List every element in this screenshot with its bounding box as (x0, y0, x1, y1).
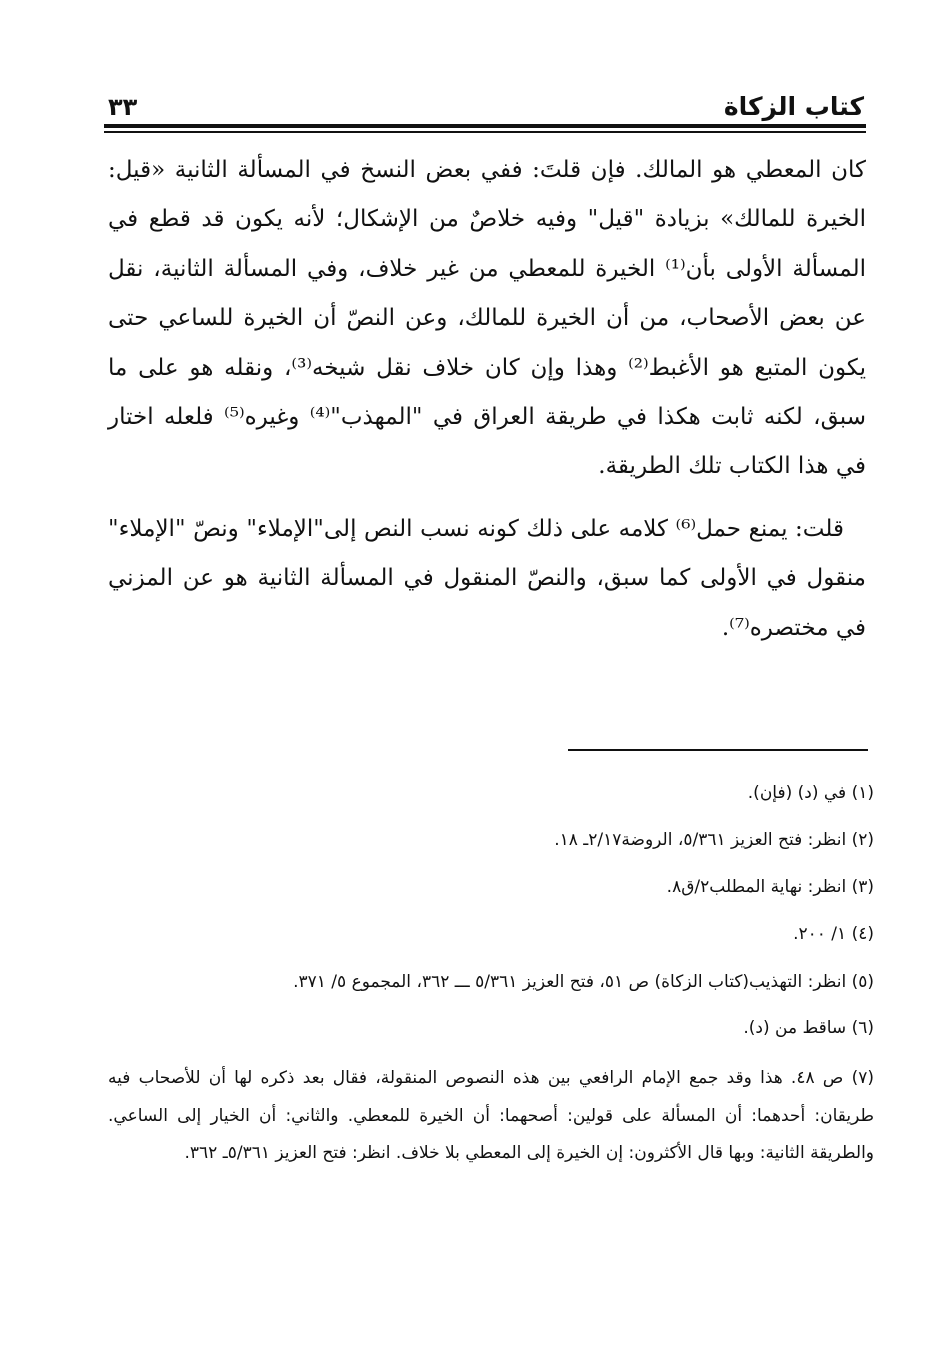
header-rule-thin (104, 131, 866, 133)
header-rule-thick (104, 124, 866, 128)
body-text (108, 146, 866, 653)
footnote-3: (٣) انظر: نهاية المطلب٢/ق٨. (666, 877, 874, 897)
page-number: ٣٣ (108, 93, 138, 121)
running-header (108, 86, 864, 122)
body-paragraph-1: كان المعطي هو المالك. فإن قلتَ: ففي بعض النسخ في المسألة الثانية «قيل: الخيرة للمالك» بزيادة "قيل" وفيه خلاصٌ من الإشكال؛ لأنه يكون قد قطع في المسألة الأولى بأن⁽¹⁾ الخيرة للمعطي من غير خلاف، وفي المسألة الثانية، نقل عن بعض الأصحاب، من أن الخيرة للمالك، وعن النصّ أن الخيرة للساعي حتى يكون المتبع هو الأغبط⁽²⁾ وهذا وإن كان خلاف نقل شيخه⁽³⁾، ونقله هو على ما سبق، لكنه ثابت هكذا في طريقة العراق في "المهذب"⁽⁴⁾ وغيره⁽⁵⁾ فلعله اختار في هذا الكتاب تلك الطريقة. (108, 157, 866, 480)
footnote-2: (٢) انظر: فتح العزيز ٥/٣٦١، الروضة٢/١٧ـ ١٨. (554, 830, 874, 850)
chapter-title: كتاب الزكاة (723, 92, 864, 121)
footnote-7: (٧) ص ٤٨. هذا وقد جمع الإمام الرافعي بين هذه النصوص المنقولة، فقال بعد ذكره لها أن للأصحاب فيه طريقان: أحدهما: أن المسألة على قولين: أصحهما: أن الخيرة للمعطي. والثاني: أن الخيار إلى الساعي. والطريقة الثانية: وبها قال الأكثرون: إن الخيرة إلى المعطي بلا خلاف. انظر: فتح العزيز ٥/٣٦١ـ ٣٦٢. (108, 1068, 874, 1163)
footnote-6: (٦) ساقط من (د). (743, 1018, 874, 1038)
footnote-separator (568, 749, 868, 751)
footnote-5: (٥) انظر: التهذيب(كتاب الزكاة) ص ٥١، فتح العزيز ٥/٣٦١ ـــ ٣٦٢، المجموع ٥/ ٣٧١. (293, 972, 874, 992)
footnote-4: (٤) ١/ ٢٠٠. (793, 924, 874, 944)
footnotes (108, 770, 874, 1173)
body-paragraph-2: قلت: يمنع حمل⁽⁶⁾ كلامه على ذلك كونه نسب النص إلى"الإملاء" ونصّ "الإملاء" منقول في الأولى كما سبق، والنصّ المنقول في المسألة الثانية هو عن المزني في مختصره⁽⁷⁾. (108, 515, 866, 641)
footnote-1: (١) في (د) (فإن). (747, 783, 874, 803)
